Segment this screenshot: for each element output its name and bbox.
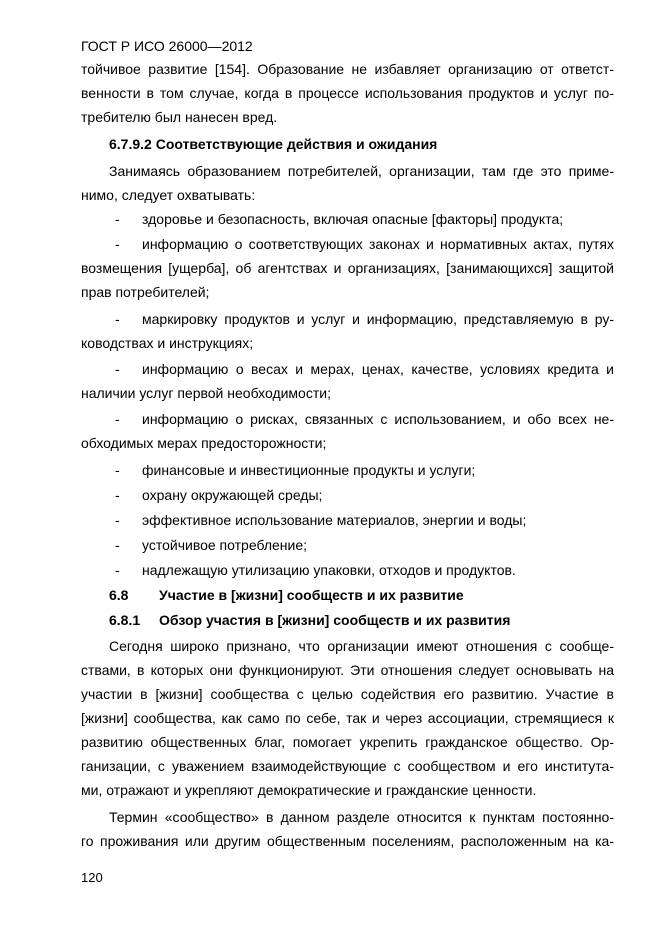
text-line: го проживания или другим общественным поселениям, расположенным на ка- (81, 833, 614, 849)
text-line: требителю был нанесен вред. (81, 109, 278, 125)
list-item-text: маркировку продуктов и услуг и информацию, представляемую в ру- (142, 311, 614, 327)
text-line: участии в [жизни] сообщества с целью содействия его развитию. Участие в (81, 686, 614, 702)
list-item-text: устойчивое потребление; (142, 537, 308, 553)
list-dash: - (115, 512, 120, 528)
list-dash: - (115, 562, 120, 578)
list-item-text: информацию о весах и мерах, ценах, качестве, условиях кредита и (142, 361, 614, 377)
text-line: венности в том случае, когда в процессе использования продуктов и услуг по- (81, 85, 614, 101)
list-item-continuation: наличии услуг первой необходимости; (81, 385, 331, 401)
page-number: 120 (81, 870, 103, 885)
document-header: ГОСТ Р ИСО 26000—2012 (81, 38, 253, 54)
text-line: развитию общественных благ, помогает укрепить гражданское общество. Ор- (81, 734, 614, 750)
list-item-continuation: прав потребителей; (81, 284, 210, 300)
list-item-text: финансовые и инвестиционные продукты и услуги; (142, 462, 476, 478)
list-item-text: информацию о соответствующих законах и нормативных актах, путях (142, 236, 614, 252)
text-line: тойчивое развитие [154]. Образование не избавляет организацию от ответст- (81, 61, 614, 77)
list-item-text: надлежащую утилизацию упаковки, отходов и продуктов. (142, 562, 516, 578)
list-dash: - (115, 411, 120, 427)
text-line: Занимаясь образованием потребителей, организации, там где это приме- (109, 163, 614, 179)
text-line: нимо, следует охватывать: (81, 187, 256, 203)
list-dash: - (115, 361, 120, 377)
list-item-text: охрану окружающей среды; (142, 487, 323, 503)
section-number: 6.8 (109, 587, 129, 603)
list-dash: - (115, 462, 120, 478)
list-item-continuation: обходимых мерах предосторожности; (81, 435, 327, 451)
section-number: 6.8.1 (109, 612, 141, 628)
list-dash: - (115, 537, 120, 553)
text-line: ми, отражают и укрепляют демократические и гражданские ценности. (81, 782, 537, 798)
section-title: Участие в [жизни] сообществ и их развитие (159, 587, 464, 603)
section-heading-6-7-9-2: 6.7.9.2 Соответствующие действия и ожидания (109, 136, 438, 152)
list-item-text: эффективное использование материалов, энергии и воды; (142, 512, 527, 528)
list-dash: - (115, 236, 120, 252)
list-item-text: здоровье и безопасность, включая опасные [факторы] продукта; (142, 211, 564, 227)
text-line: Сегодня широко признано, что организации имеют отношения с сообще- (109, 638, 614, 654)
list-item-continuation: ководствах и инструкциях; (81, 335, 254, 351)
text-line: ганизации, с уважением взаимодействующие с сообществом и его института- (81, 758, 614, 774)
list-dash: - (115, 487, 120, 503)
list-dash: - (115, 311, 120, 327)
list-dash: - (115, 211, 120, 227)
text-line: Термин «сообщество» в данном разделе относится к пунктам постоянно- (109, 809, 614, 825)
list-item-text: информацию о рисках, связанных с использованием, и обо всех не- (142, 411, 614, 427)
list-item-continuation: возмещения [ущерба], об агентствах и организациях, [занимающихся] защитой (81, 260, 614, 276)
section-title: Обзор участия в [жизни] сообществ и их развития (159, 612, 511, 628)
text-line: [жизни] сообщества, как само по себе, так и через ассоциации, стремящиеся к (81, 710, 614, 726)
text-line: ствами, в которых они функционируют. Эти отношения следует основывать на (81, 662, 614, 678)
